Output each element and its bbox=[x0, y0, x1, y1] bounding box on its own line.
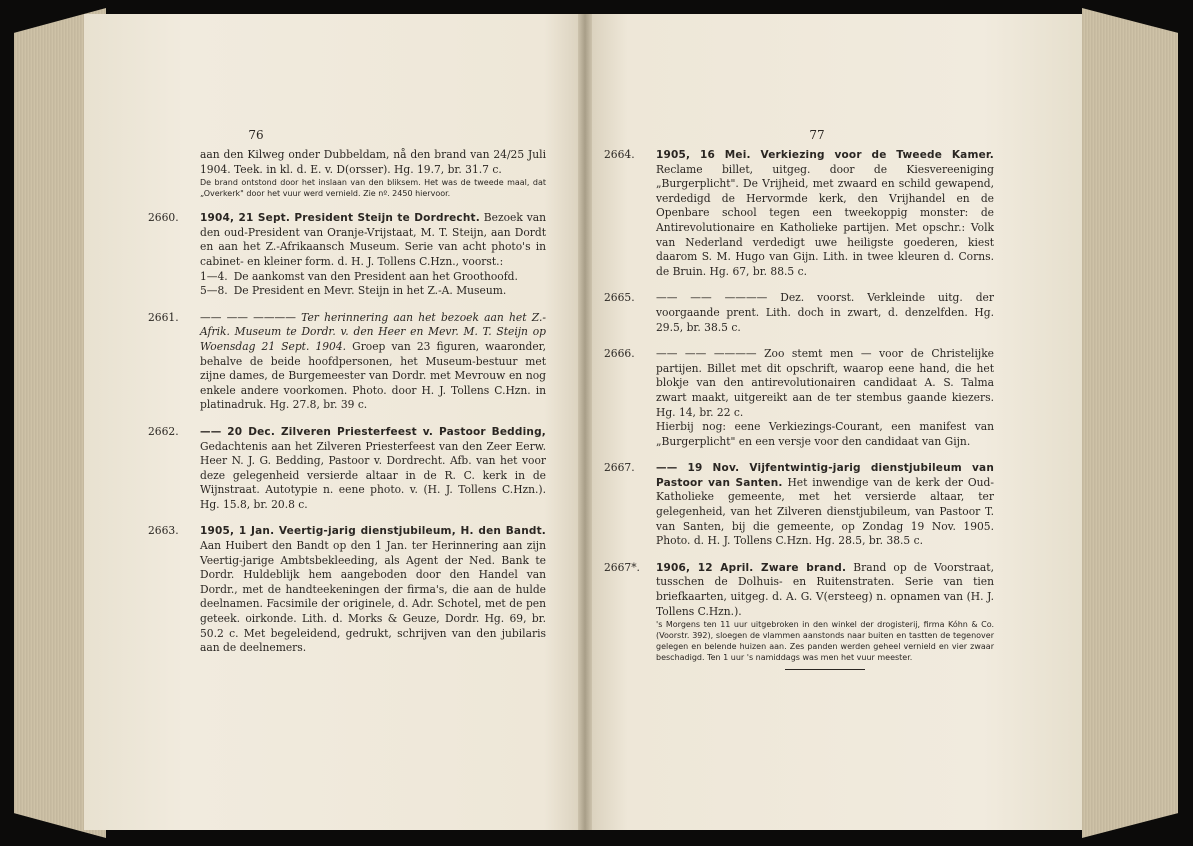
entry-number: 2662. bbox=[148, 424, 179, 438]
entry-heading: 1904, 21 Sept. President Steijn te Dordrecht. bbox=[200, 212, 480, 225]
entry-number: 2667*. bbox=[604, 560, 640, 574]
entry-text: Het inwendige van de kerk der Oud-Katholieke gemeente, met het versierde altaar, ter gelegenheid, van het Zilveren dienstjubileum, van Pastoor T. van Santen, bij die gemeente, op Zondag 19 Nov. 1905. Photo. d. H. J. Tollens C.Hzn. Hg. 28.5, br. 38.5 c. bbox=[656, 475, 995, 548]
entry-extra: Hierbij nog: eene Verkiezings-Courant, een manifest van „Burgerplicht" en een versje voor den candidaat van Gijn. bbox=[656, 420, 994, 448]
intro-note: De brand ontstond door het inslaan van den bliksem. Het was de tweede maal, dat „Overkerk" door het vuur werd vernield. Zie nº. 2450 hiervoor. bbox=[200, 178, 546, 199]
entry-text: —— —— ———— Dez. voorst. Verkleinde uitg. der voorgaande prent. Lith. doch in zwart, d. denzelfden. Hg. 29.5, br. 38.5 c. bbox=[656, 291, 994, 334]
intro-text: aan den Kilweg onder Dubbeldam, nå den brand van 24/25 Juli 1904. Teek. in kl. d. E. v. D(orsser). Hg. 19.7, br. 31.7 c. bbox=[200, 148, 546, 176]
entry-2660 bbox=[148, 211, 546, 299]
entry-2661 bbox=[148, 310, 546, 413]
entry-number: 2665. bbox=[604, 291, 635, 305]
page-edges-right bbox=[1082, 8, 1178, 838]
left-page-number: 76 bbox=[248, 128, 264, 142]
entry-2667-star bbox=[604, 560, 995, 670]
entry-heading: 1905, 16 Mei. Verkiezing voor de Tweede Kamer. bbox=[656, 149, 994, 161]
intro-entry bbox=[200, 148, 546, 199]
left-column bbox=[148, 148, 546, 668]
entry-2662 bbox=[148, 424, 546, 513]
entry-heading: —— 19 Nov. Vijfentwintig-jarig dienstjubileum van Pastoor van Santen. bbox=[656, 462, 994, 489]
entry-number: 2667. bbox=[604, 461, 635, 475]
entry-note: 's Morgens ten 11 uur uitgebroken in den winkel der drogisterij, firma Kóhn & Co. (Voorstr. 392), sloegen de vlammen aanstonds naar buiten en tastten de tegenover gelegen en belende huizen aan. Zes panden werden geheel vernield en vier zwaar beschadigd. Ten 1 uur 's namiddags was men het vuur meester. bbox=[656, 620, 994, 663]
book-gutter bbox=[578, 14, 592, 830]
entry-2664 bbox=[604, 148, 994, 279]
list-item bbox=[200, 284, 546, 299]
item-key: 1—4. bbox=[200, 269, 228, 283]
entry-number: 2663. bbox=[148, 524, 179, 538]
entry-text: Bezoek van den oud-President van Oranje-Vrijstaat, M. T. Steijn, aan Dordt en aan het Z.-Afrikaansch Museum. Serie van acht photo's in cabinet- en kleiner form. d. H. J. Tollens C.Hzn., voorst.: bbox=[200, 211, 546, 268]
entry-heading: —— —— ———— Ter herinnering aan het bezoek aan het Z.-Afrik. Museum te Dordr. v. den Heer en Mevr. M. T. Steijn op Woensdag 21 Sept. 1904. bbox=[200, 310, 546, 353]
entry-heading: 1905, 1 Jan. Veertig-jarig dienstjubileum, H. den Bandt. bbox=[200, 525, 546, 538]
right-page-number: 77 bbox=[809, 128, 825, 142]
entry-heading: —— 20 Dec. Zilveren Priesterfeest v. Pastoor Bedding, bbox=[200, 425, 546, 438]
entry-number: 2661. bbox=[148, 310, 179, 324]
right-column bbox=[604, 148, 995, 682]
entry-number: 2664. bbox=[604, 148, 635, 161]
entry-heading: 1906, 12 April. Zware brand. bbox=[656, 561, 847, 574]
entry-number: 2666. bbox=[604, 347, 635, 361]
entry-text: Aan Huibert den Bandt op den 1 Jan. ter Herinnering aan zijn Veertig-jarige Ambtsbekleeding, als Agent der Ned. Bank te Dordr. Huldeblijk hem aangeboden door den Handel van Dordr., met de handteekeningen der firma's, die aan de hulde deelnamen. Facsimile der originele, d. Adr. Schotel, met de pen geteek. oirkonde. Lith. d. Morks & Geuze, Dordr. Hg. 69, br. 50.2 c. Met begeleidend, gedrukt, schrijven van den jubilaris aan de deelnemers. bbox=[200, 539, 546, 655]
entry-2665 bbox=[604, 291, 994, 335]
entry-2667 bbox=[604, 461, 995, 549]
item-value: De President en Mevr. Steijn in het Z.-A. Museum. bbox=[233, 284, 507, 298]
list-item bbox=[200, 270, 546, 285]
item-value: De aankomst van den President aan het Groothoofd. bbox=[233, 269, 518, 283]
entry-text: Groep van 23 figuren, waaronder, behalve de beide hoofdpersonen, het Museum-bestuur met zijne dames, de Burgemeester van Dordr. met Mevrouw en nog enkele andere voorkomen. Photo. door H. J. Tollens C.Hzn. in platinadruk. Hg. 27.8, br. 39 c. bbox=[200, 339, 546, 412]
entry-text: Brand op de Voorstraat, tusschen de Dolhuis- en Ruitenstraten. Serie van tien briefkaarten, uitgeg. d. A. G. V(ersteeg) n. opnamen van (H. J. Tollens C.Hzn.). bbox=[656, 560, 995, 618]
entry-2666 bbox=[604, 347, 994, 449]
item-key: 5—8. bbox=[200, 284, 228, 298]
entry-text: Reclame billet, uitgeg. door de Kiesvereeniging „Burgerplicht". De Vrijheid, met zwaard en schild gewapend, verdedigd de Hervormde kerk, den Vrijhandel en de Openbare school tegen een tweekoppig monster: de Antirevolutionaire en Katholieke partijen. Met opschr.: Volk van Nederland verdedigt uwe heiligste goederen, kiest daarom S. M. Hugo van Gijn. Lith. in twee kleuren d. Corns. de Bruin. Hg. 67, br. 88.5 c. bbox=[656, 162, 994, 278]
entry-text: —— —— ———— Zoo stemt men — voor de Christelijke partijen. Billet met dit opschrift, waarop eene hand, die het blokje van den antirevolutionairen candidaat A. S. Talma zwart maakt, uitgereikt aan de ter stembus gaande kiezers. Hg. 14, br. 22 c. bbox=[656, 347, 994, 419]
entry-2663 bbox=[148, 524, 546, 655]
entry-text: Gedachtenis aan het Zilveren Priesterfeest van den Zeer Eerw. Heer N. J. G. Bedding, Pastoor v. Dordrecht. Afb. van het voor deze gelegenheid versierde altaar in de R. C. kerk in de Wijnstraat. Autotypie n. eene photo. v. (H. J. Tollens C.Hzn.). Hg. 15.8, br. 20.8 c. bbox=[200, 439, 546, 511]
entry-number: 2660. bbox=[148, 211, 179, 225]
section-rule bbox=[785, 669, 865, 670]
